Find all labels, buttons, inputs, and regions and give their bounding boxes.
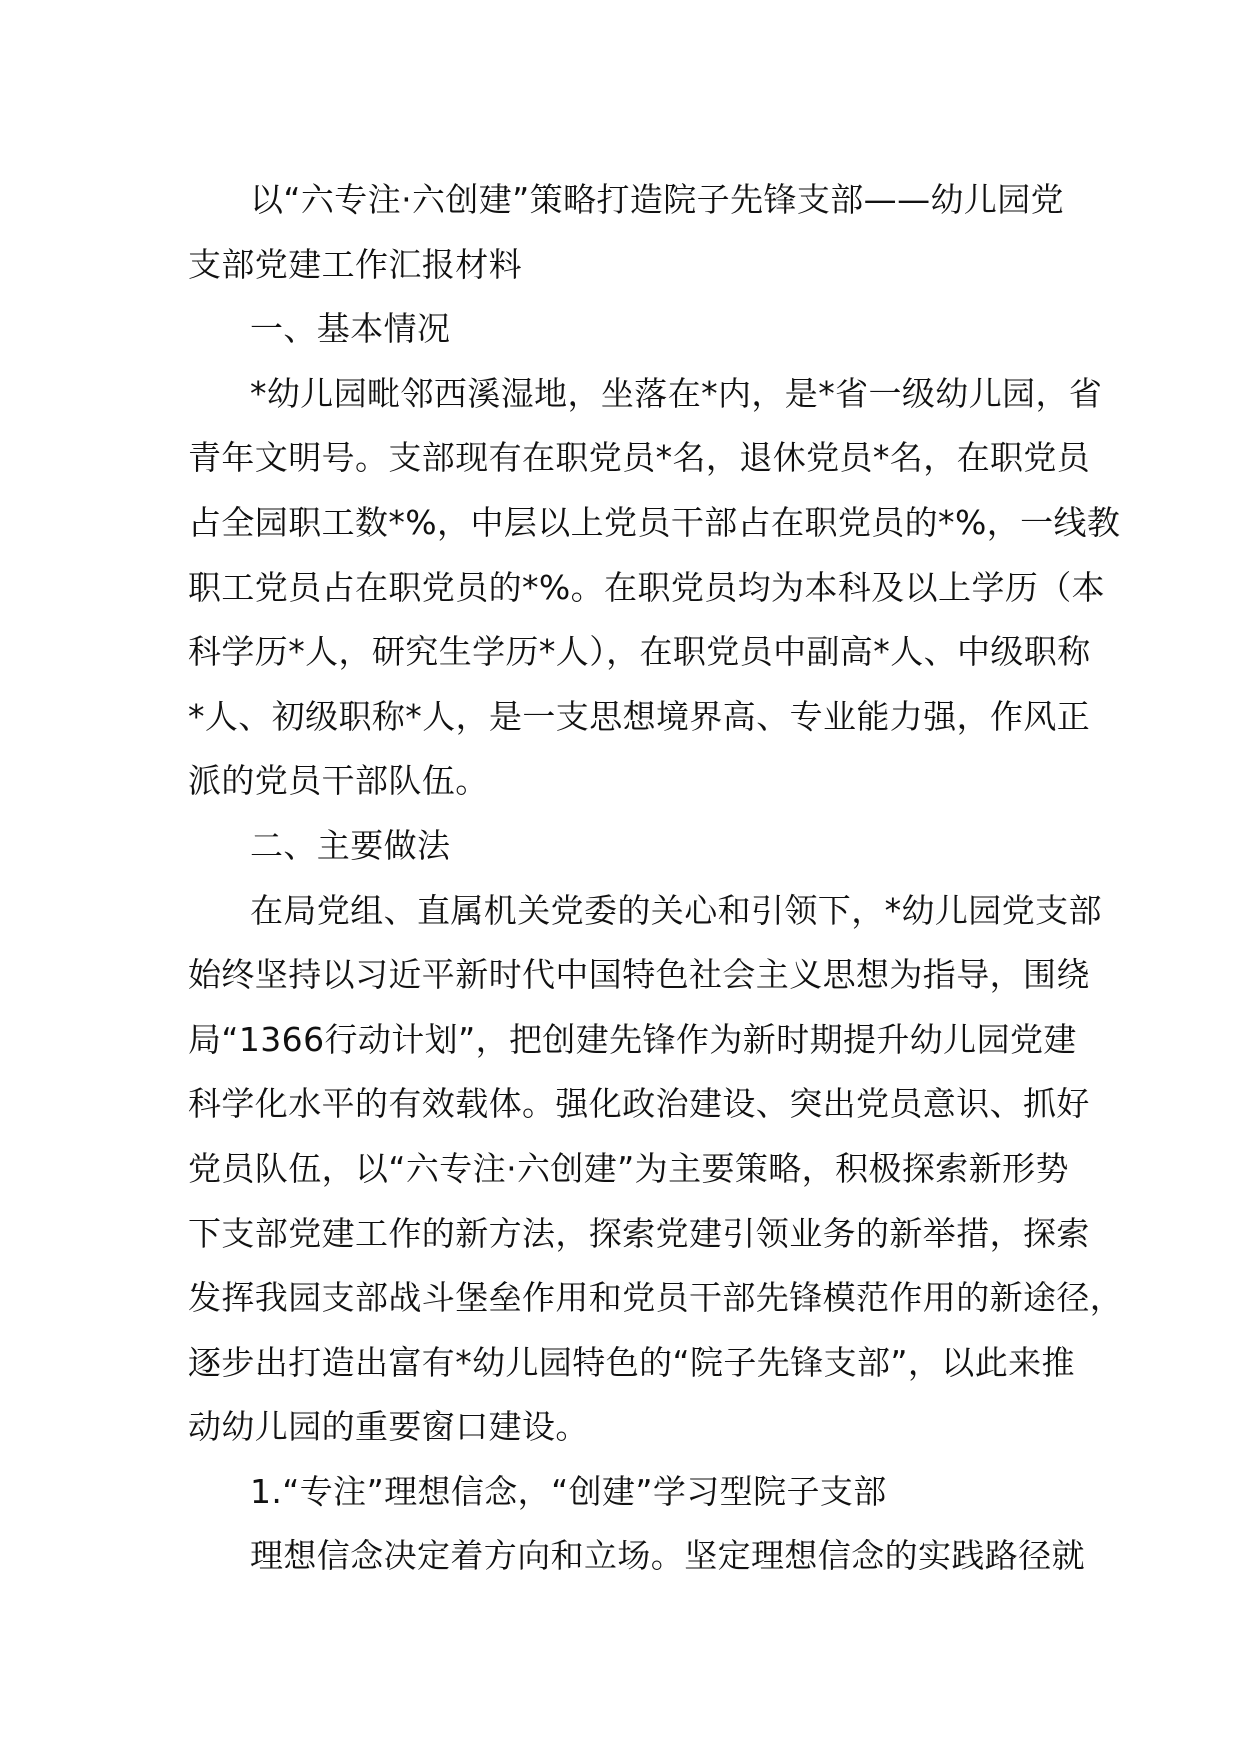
- paragraph-line: 始终坚持以习近平新时代中国特色社会主义思想为指导，围绕: [188, 955, 1090, 995]
- paragraph-line: 青年文明号。支部现有在职党员*名，退休党员*名，在职党员: [188, 438, 1091, 478]
- paragraph-line: 在局党组、直属机关党委的关心和引领下，*幼儿园党支部: [250, 890, 1102, 930]
- paragraph-line: *幼儿园毗邻西溪湿地，坐落在*内，是*省一级幼儿园，省: [250, 373, 1103, 413]
- paragraph-line: 党员队伍，以“六专注·六创建”为主要策略，积极探索新形势: [188, 1148, 1069, 1188]
- paragraph-line: *人、初级职称*人，是一支思想境界高、专业能力强，作风正: [188, 696, 1091, 736]
- document-title-line-1: 以“六专注·六创建”策略打造院子先锋支部——幼儿园党: [250, 180, 1065, 219]
- document-title-line-2: 支部党建工作汇报材料: [188, 244, 522, 284]
- paragraph-line: 局“1366行动计划”，把创建先锋作为新时期提升幼儿园党建: [188, 1019, 1077, 1059]
- paragraph-line: 科学历*人，研究生学历*人），在职党员中副高*人、中级职称: [188, 632, 1091, 672]
- paragraph-line: 理想信念决定着方向和立场。坚定理想信念的实践路径就: [250, 1536, 1085, 1576]
- paragraph-line: 下支部党建工作的新方法，探索党建引领业务的新举措，探索: [188, 1213, 1090, 1253]
- paragraph-line: 逐步出打造出富有*幼儿园特色的“院子先锋支部”，以此来推: [188, 1342, 1075, 1382]
- subsection-heading-1: 1.“专注”理想信念，“创建”学习型院子支部: [250, 1471, 887, 1511]
- paragraph-line: 发挥我园支部战斗堡垒作用和党员干部先锋模范作用的新途径，: [188, 1278, 1124, 1318]
- paragraph-line: 派的党员干部队伍。: [188, 761, 489, 801]
- document-body: [188, 168, 1124, 1589]
- section-heading-main-practices: 二、主要做法: [250, 825, 451, 865]
- paragraph-line: 职工党员占在职党员的*%。在职党员均为本科及以上学历（本: [188, 567, 1106, 607]
- paragraph-line: 占全园职工数*%，中层以上党员干部占在职党员的*%，一线教: [188, 502, 1121, 542]
- section-heading-basic-situation: 一、基本情况: [250, 309, 451, 349]
- paragraph-line: 科学化水平的有效载体。强化政治建设、突出党员意识、抓好: [188, 1084, 1090, 1124]
- paragraph-line: 动幼儿园的重要窗口建设。: [188, 1407, 589, 1447]
